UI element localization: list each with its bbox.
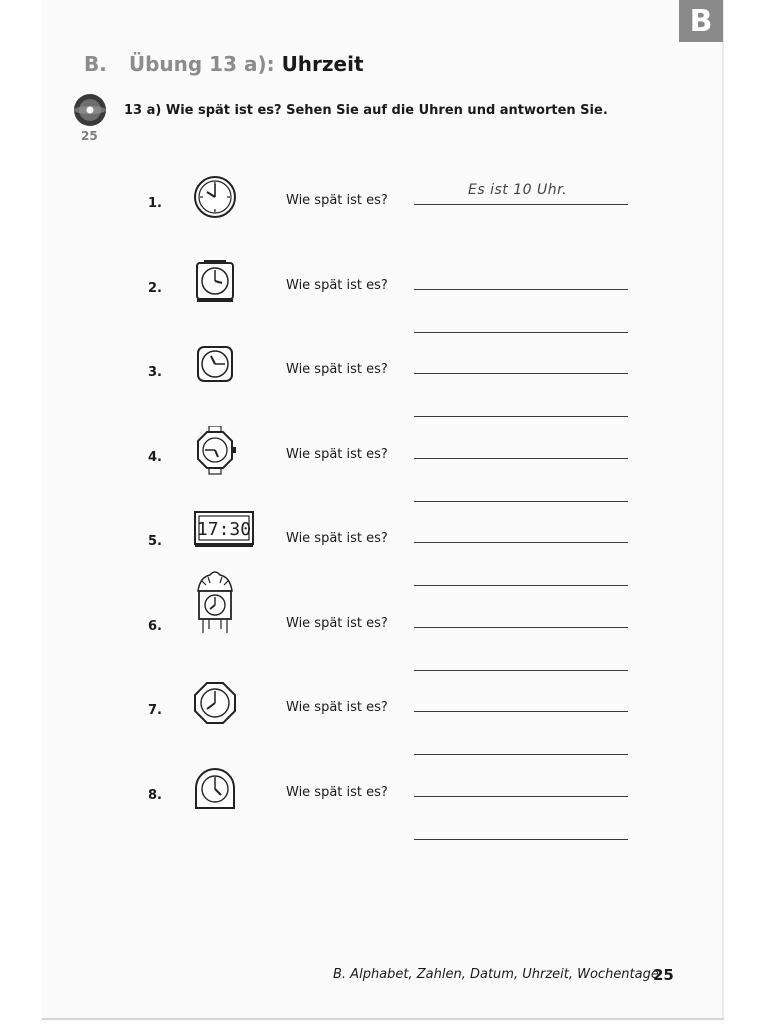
answer-line[interactable] (414, 754, 628, 755)
exercise-item (0, 607, 768, 667)
answer-line[interactable] (414, 204, 628, 205)
question-text: Wie spät ist es? (286, 616, 388, 631)
answer-line[interactable] (414, 839, 628, 840)
digital-clock-icon (193, 510, 255, 550)
page-right-edge (722, 0, 724, 1020)
chapter-tab: B (679, 0, 723, 42)
answer-line[interactable] (414, 542, 628, 543)
page-title (84, 52, 364, 76)
wristwatch-icon (190, 426, 240, 476)
question-text: Wie spät ist es? (286, 785, 388, 800)
question-text: Wie spät ist es? (286, 531, 388, 546)
answer-line[interactable] (414, 416, 628, 417)
alarm-clock-icon (190, 257, 240, 307)
footer-chapter-title: B. Alphabet, Zahlen, Datum, Uhrzeit, Wochentage (333, 967, 659, 982)
square-clock-icon (190, 341, 240, 391)
workbook-page (42, 0, 724, 1022)
answer-line[interactable] (414, 332, 628, 333)
section-prefix: B. (84, 52, 107, 76)
item-number: 6. (148, 619, 162, 634)
exercise-item (0, 269, 768, 329)
cd-icon (73, 93, 107, 127)
item-number: 3. (148, 365, 162, 380)
item-number: 1. (148, 196, 162, 211)
answer-line[interactable] (414, 289, 628, 290)
answer-line[interactable] (414, 796, 628, 797)
octagon-clock-icon (190, 679, 240, 729)
topic-label: Uhrzeit (281, 52, 364, 76)
answer-line[interactable] (414, 585, 628, 586)
item-number: 2. (148, 281, 162, 296)
cuckoo-clock-icon (190, 567, 240, 637)
answer-line[interactable] (414, 373, 628, 374)
answer-line[interactable] (414, 670, 628, 671)
desk-clock-icon (190, 764, 240, 814)
answer-handwritten: Es ist 10 Uhr. (468, 182, 568, 198)
answer-line[interactable] (414, 458, 628, 459)
item-number: 4. (148, 450, 162, 465)
page-bottom-edge (42, 1018, 724, 1020)
wall-clock-icon (190, 172, 240, 222)
exercise-item (0, 776, 768, 836)
exercise-item (0, 438, 768, 498)
item-number: 7. (148, 703, 162, 718)
page-number: 25 (653, 966, 674, 984)
exercise-item (0, 691, 768, 751)
question-text: Wie spät ist es? (286, 193, 388, 208)
exercise-item (0, 184, 768, 244)
exercise-item (0, 519, 768, 582)
exercise-item (0, 353, 768, 413)
question-text: Wie spät ist es? (286, 362, 388, 377)
exercise-instruction: 13 a) Wie spät ist es? Sehen Sie auf die Uhren und antworten Sie. (124, 103, 608, 118)
item-number: 5. (148, 534, 162, 549)
question-text: Wie spät ist es? (286, 447, 388, 462)
answer-line[interactable] (414, 711, 628, 712)
question-text: Wie spät ist es? (286, 278, 388, 293)
audio-track-number: 25 (81, 129, 98, 143)
answer-line[interactable] (414, 627, 628, 628)
item-number: 8. (148, 788, 162, 803)
question-text: Wie spät ist es? (286, 700, 388, 715)
digital-clock-display: 17:30 (196, 519, 252, 540)
answer-line[interactable] (414, 501, 628, 502)
exercise-label: Übung 13 a): (128, 52, 275, 76)
